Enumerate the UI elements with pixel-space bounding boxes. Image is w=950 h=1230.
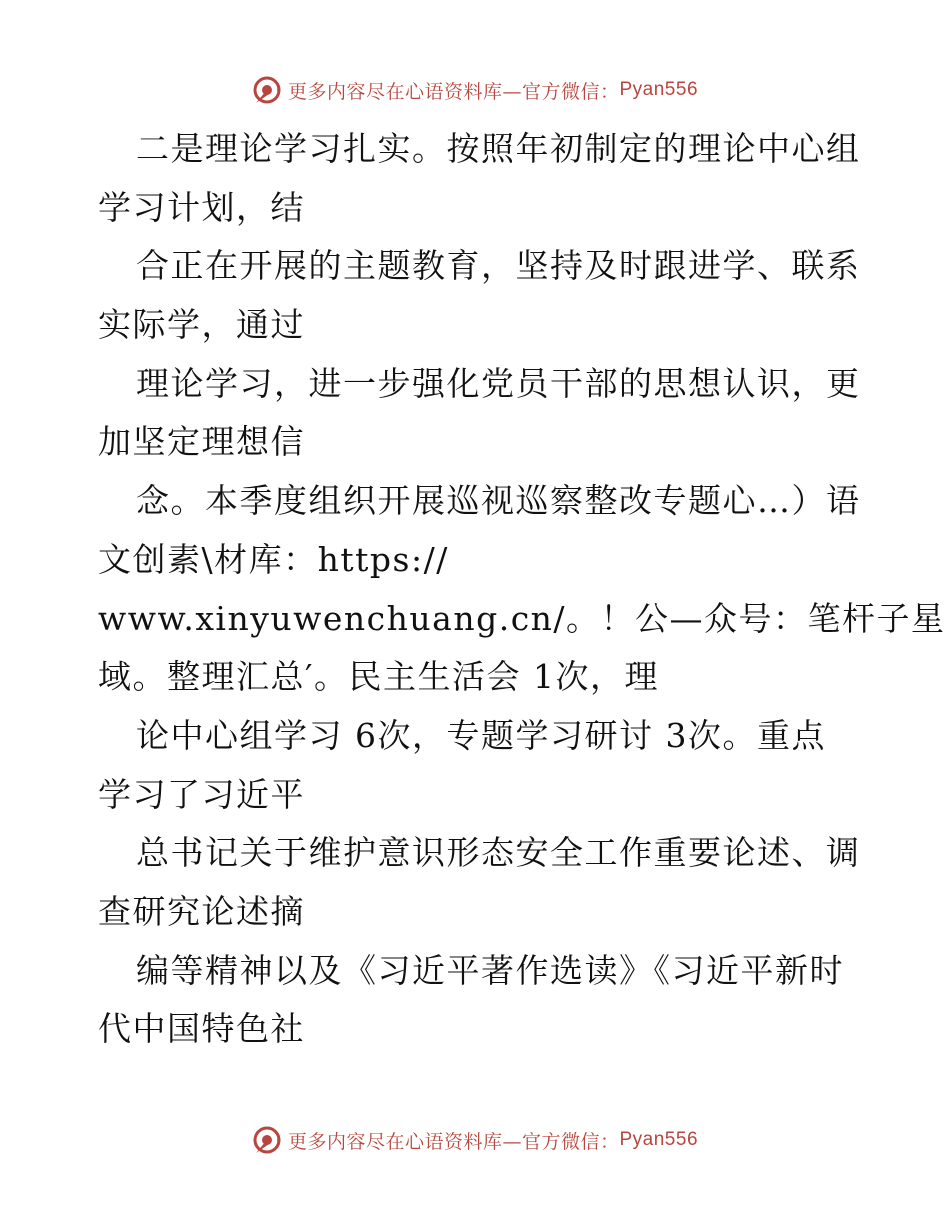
text-line: 实际学，通过 [98, 305, 305, 345]
text-line: 查研究论述摘 [98, 891, 305, 931]
text-line: www.xinyuwenchuang.cn/。！公—众号：笔杆子星 [98, 598, 946, 638]
text-line: 文创素\材库：https:// [98, 539, 449, 579]
body-text [98, 120, 946, 1059]
pen-circle-logo-icon [252, 75, 282, 105]
text-line: 学习了习近平 [98, 774, 305, 814]
watermark-wechat-id: Pyan556 [619, 79, 699, 100]
text-line: 二是理论学习扎实。按照年初制定的理论中心组 [136, 129, 861, 168]
text-line: 合正在开展的主题教育，坚持及时跟进学、联系 [136, 246, 861, 286]
text-line: 域。整理汇总′。民主生活会 1次，理 [98, 657, 659, 697]
text-line: 编等精神以及《习近平著作选读》《习近平新时 [136, 950, 844, 990]
watermark-text: 更多内容尽在心语资料库—官方微信： [287, 80, 620, 103]
text-line: 论中心组学习 6次，专题学习研讨 3次。重点 [136, 715, 826, 755]
text-line: 念。本季度组织开展巡视巡察整改专题心…）语 [136, 481, 861, 521]
text-line: 加坚定理想信 [98, 422, 305, 462]
footer-watermark [0, 1120, 950, 1160]
text-line: 代中国特色社 [98, 1009, 305, 1049]
header-watermark [0, 70, 950, 110]
text-line: 理论学习，进一步强化党员干部的思想认识，更 [136, 363, 861, 403]
text-line: 学习计划，结 [98, 187, 305, 227]
pen-circle-logo-icon [252, 1125, 282, 1155]
watermark-wechat-id: Pyan556 [619, 1129, 699, 1150]
text-line: 总书记关于维护意识形态安全工作重要论述、调 [136, 833, 861, 873]
watermark-text: 更多内容尽在心语资料库—官方微信： [287, 1130, 620, 1153]
